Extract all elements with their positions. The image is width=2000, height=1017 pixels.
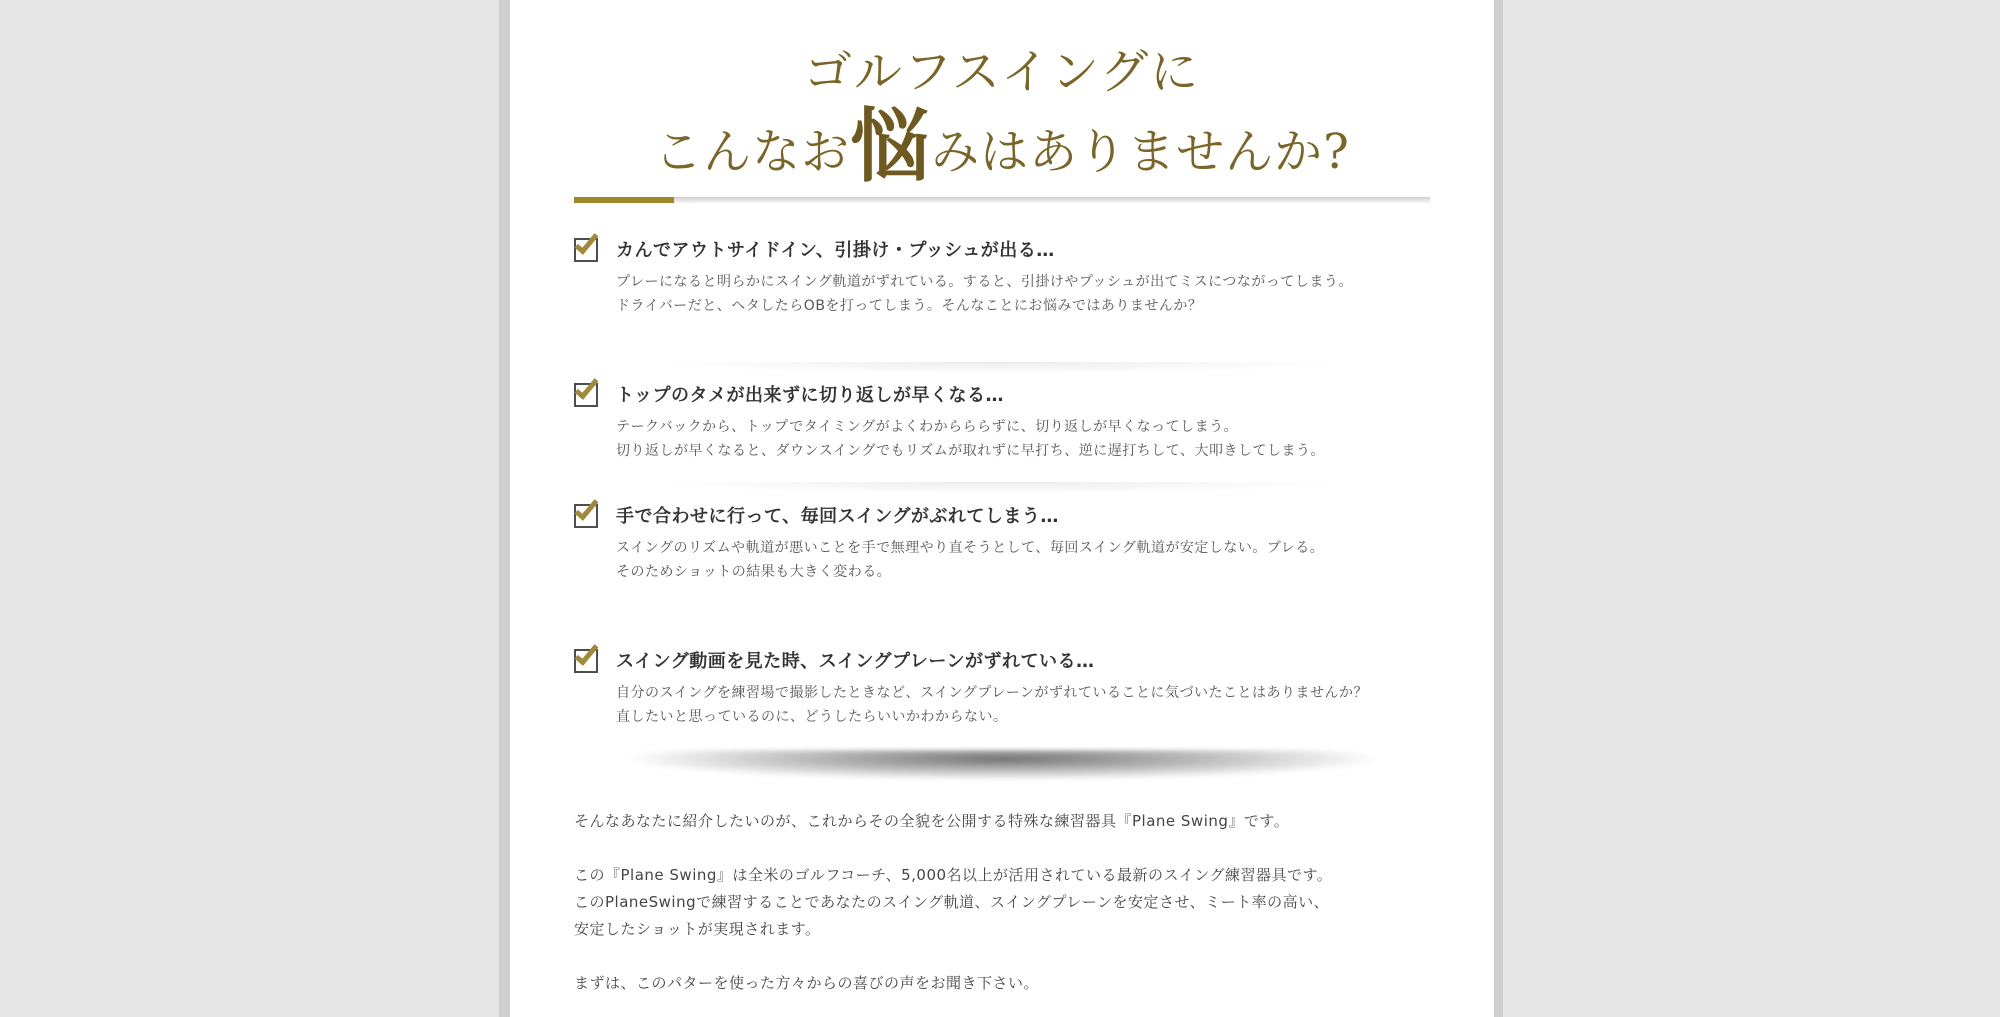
- concern-description-1: [616, 270, 1353, 318]
- concern-item-3: [574, 504, 1434, 584]
- concern-description-4-line-2: 直したいと思っているのに、どうしたらいいかわからない。: [616, 709, 1008, 725]
- concern-description-1-line-2: ドライバーだと、ヘタしたらOBを打ってしまう。そんなことにお悩みではありませんか？: [616, 298, 1203, 314]
- concern-description-4-line-1: 自分のスイングを練習場で撮影したときなど、スイングプレーンがずれていることに気づいたことはありませんか？: [616, 685, 1369, 701]
- concern-description-1-line-1: プレーになると明らかにスイング軌道がずれている。すると、引掛けやプッシュが出てミスにつながってしまう。: [616, 274, 1353, 290]
- checkbox-checked-icon: [574, 649, 598, 673]
- list-bottom-shadow: [630, 750, 1376, 780]
- testimonial-lead-paragraph: まずは、このパターを使った方々からの喜びの声をお聞き下さい。: [574, 974, 1040, 992]
- item-separator: [650, 482, 1350, 494]
- concern-description-3: [616, 536, 1324, 584]
- description-paragraph: [574, 862, 1332, 943]
- content-page: [510, 0, 1494, 1017]
- headline-underline-accent: [574, 197, 674, 203]
- concern-description-2-line-1: テークバックから、トップでタイミングがよくわからららずに、切り返しが早くなってしまう。: [616, 419, 1239, 435]
- headline-underline: [574, 197, 1430, 203]
- checkbox-checked-icon: [574, 504, 598, 528]
- concern-item-2: [574, 383, 1434, 463]
- description-line-3: 安定したショットが実現されます。: [574, 920, 821, 938]
- concern-description-3-line-2: そのためショットの結果も大きく変わる。: [616, 564, 892, 580]
- intro-paragraph: そんなあなたに紹介したいのが、これからその全貌を公開する特殊な練習器具『Plane Swing』です。: [574, 812, 1290, 830]
- headline-line-1: ゴルフスイングに: [803, 44, 1201, 100]
- concern-item-4: [574, 649, 1434, 729]
- concern-description-3-line-1: スイングのリズムや軌道が悪いことを手で無理やり直そうとして、毎回スイング軌道が安定しない。ブレる。: [616, 540, 1325, 556]
- concern-title-4: スイング動画を見た時、スイングプレーンがずれている…: [616, 651, 1095, 672]
- item-separator: [650, 362, 1350, 374]
- description-line-1: この『Plane Swing』は全米のゴルフコーチ、5,000名以上が活用されている最新のスイング練習器具です。: [574, 866, 1333, 884]
- description-line-2: このPlaneSwingで練習することであなたのスイング軌道、スイングプレーンを安定させ、ミート率の高い、: [574, 893, 1330, 911]
- concern-description-2-line-2: 切り返しが早くなると、ダウンスイングでもリズムが取れずに早打ち、逆に遅打ちして、大叩きしてしまう。: [616, 443, 1325, 459]
- concern-title-1: カんでアウトサイドイン、引掛け・プッシュが出る…: [616, 240, 1055, 261]
- checkbox-checked-icon: [574, 383, 598, 407]
- concern-description-4: [616, 681, 1368, 729]
- concern-item-1: [574, 238, 1434, 318]
- checkbox-checked-icon: [574, 238, 598, 262]
- concern-title-2: トップのタメが出来ずに切り返しが早くなる…: [616, 385, 1004, 406]
- concern-title-3: 手で合わせに行って、毎回スイングがぶれてしまう…: [616, 506, 1059, 527]
- concern-description-2: [616, 415, 1325, 463]
- headline-emphasis-character: 悩: [850, 99, 932, 193]
- headline-line-2-after: みはありませんか?: [931, 124, 1350, 180]
- headline-line-2-before: こんなお: [654, 124, 851, 180]
- headline-line-2: [510, 99, 1494, 193]
